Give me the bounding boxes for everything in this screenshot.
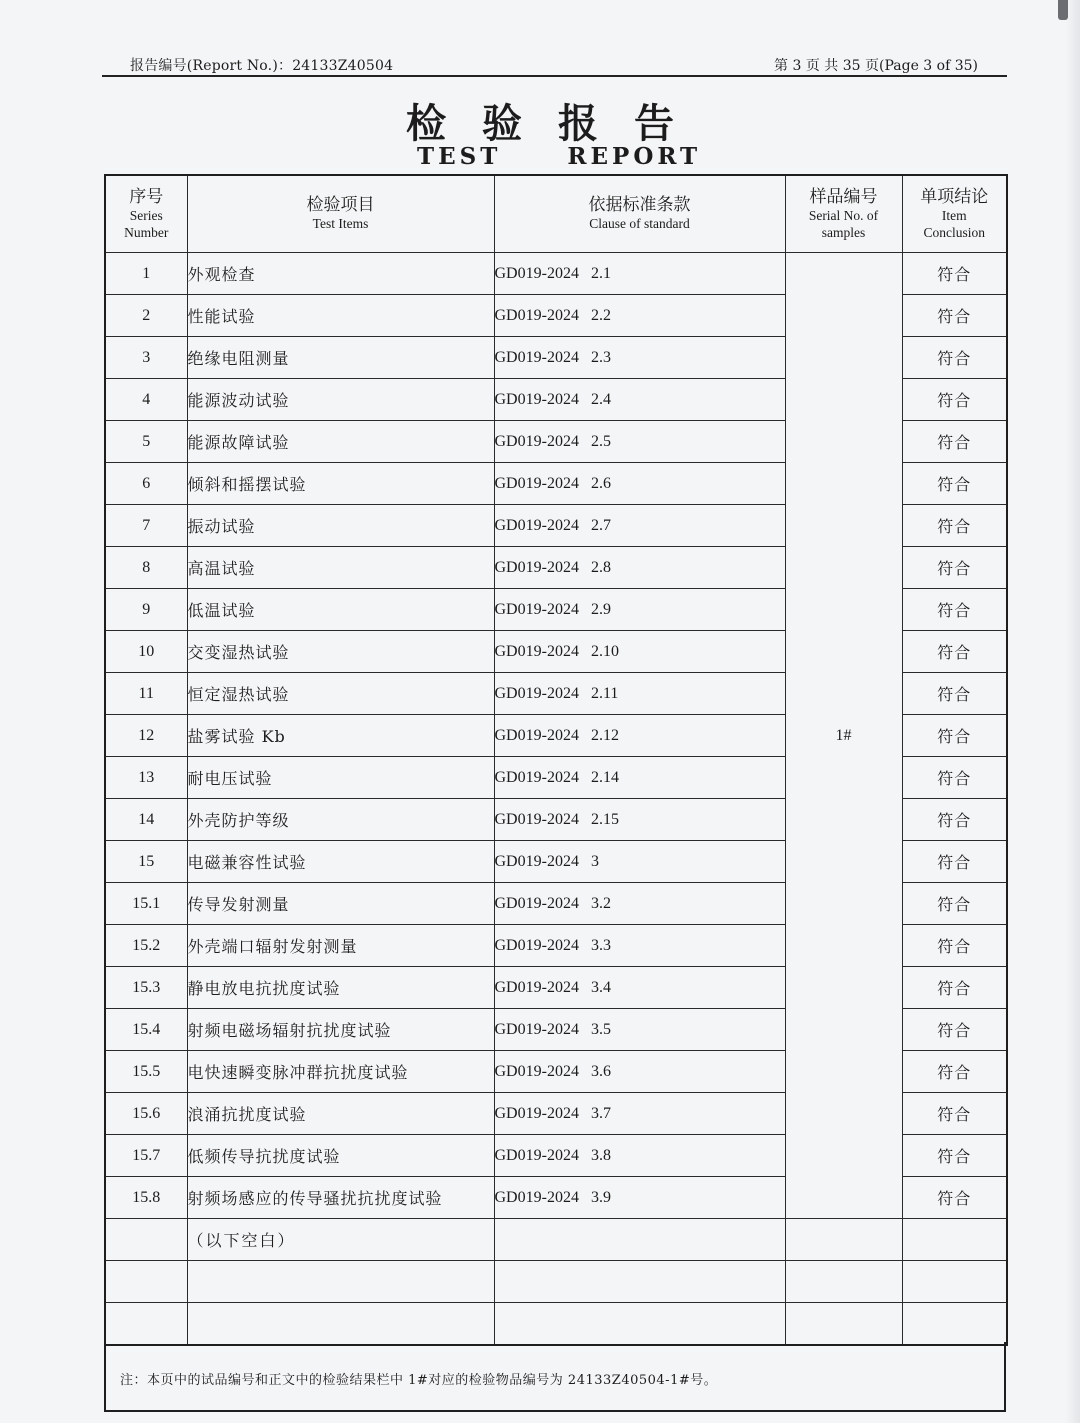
cell-conclusion: 符合	[902, 757, 1007, 799]
cell-test-item: 盐雾试验 Kb	[187, 715, 494, 757]
table-row-empty	[105, 1261, 1007, 1303]
cell-series: 15.7	[105, 1135, 187, 1177]
page-title: 检验报告	[406, 100, 710, 147]
cell-test-item: 外观检查	[187, 253, 494, 295]
table-row	[105, 253, 1007, 295]
cell-test-item: 外壳防护等级	[187, 799, 494, 841]
cell-conclusion: 符合	[902, 505, 1007, 547]
cell-series: 15.4	[105, 1009, 187, 1051]
cell-clause: GD019-2024 2.9	[494, 589, 785, 631]
cell-series: 7	[105, 505, 187, 547]
cell-conclusion: 符合	[902, 547, 1007, 589]
cell-series: 5	[105, 421, 187, 463]
cell-conclusion: 符合	[902, 1093, 1007, 1135]
cell-conclusion: 符合	[902, 883, 1007, 925]
cell-series: 14	[105, 799, 187, 841]
cell-series: 3	[105, 337, 187, 379]
cell-conclusion: 符合	[902, 337, 1007, 379]
report-number-value: 24133Z40504	[292, 58, 394, 74]
cell-conclusion: 符合	[902, 799, 1007, 841]
cell-clause: GD019-2024 3.4	[494, 967, 785, 1009]
cell-test-item: 能源故障试验	[187, 421, 494, 463]
cell-test-item: 射频场感应的传导骚扰抗扰度试验	[187, 1177, 494, 1219]
cell-series: 9	[105, 589, 187, 631]
table-row-blank-note	[105, 1219, 1007, 1261]
test-items-table	[104, 174, 1008, 1346]
cell-test-item: 传导发射测量	[187, 883, 494, 925]
title-en-left: TEST	[417, 143, 502, 170]
cell-series: 15.6	[105, 1093, 187, 1135]
cell-series: 12	[105, 715, 187, 757]
title-en-right: REPORT	[567, 143, 702, 170]
cell-series: 11	[105, 673, 187, 715]
cell-test-item: 低频传导抗扰度试验	[187, 1135, 494, 1177]
cell-series: 15.1	[105, 883, 187, 925]
cell-conclusion: 符合	[902, 1135, 1007, 1177]
cell-test-item: 能源波动试验	[187, 379, 494, 421]
cell-series: 15.3	[105, 967, 187, 1009]
cell-clause: GD019-2024 3.7	[494, 1093, 785, 1135]
blank-note: （以下空白）	[187, 1219, 494, 1261]
cell-test-item: 高温试验	[187, 547, 494, 589]
cell-clause: GD019-2024 3.2	[494, 883, 785, 925]
col-header-series: 序号 Series Number	[105, 175, 187, 253]
cell-conclusion: 符合	[902, 253, 1007, 295]
col-header-clause: 依据标准条款 Clause of standard	[494, 175, 785, 253]
cell-conclusion: 符合	[902, 631, 1007, 673]
table-header-row	[105, 175, 1007, 253]
cell-conclusion: 符合	[902, 295, 1007, 337]
cell-clause: GD019-2024 2.2	[494, 295, 785, 337]
cell-series: 15	[105, 841, 187, 883]
cell-test-item: 静电放电抗扰度试验	[187, 967, 494, 1009]
cell-conclusion: 符合	[902, 589, 1007, 631]
cell-conclusion: 符合	[902, 925, 1007, 967]
page-title-en	[417, 143, 701, 170]
cell-test-item: 电快速瞬变脉冲群抗扰度试验	[187, 1051, 494, 1093]
page-info: 第 3 页 共 35 页(Page 3 of 35)	[774, 58, 978, 74]
cell-clause: GD019-2024 2.11	[494, 673, 785, 715]
cell-conclusion: 符合	[902, 673, 1007, 715]
cell-conclusion: 符合	[902, 421, 1007, 463]
cell-conclusion: 符合	[902, 463, 1007, 505]
cell-test-item: 低温试验	[187, 589, 494, 631]
cell-clause: GD019-2024 2.14	[494, 757, 785, 799]
cell-conclusion: 符合	[902, 1177, 1007, 1219]
col-header-sample-no: 样品编号 Serial No. of samples	[785, 175, 902, 253]
col-header-test-items: 检验项目 Test Items	[187, 175, 494, 253]
cell-test-item: 浪涌抗扰度试验	[187, 1093, 494, 1135]
cell-series: 2	[105, 295, 187, 337]
cell-sample-no: 1#	[785, 253, 902, 1219]
cell-series: 1	[105, 253, 187, 295]
cell-test-item: 交变湿热试验	[187, 631, 494, 673]
scan-edge	[1066, 0, 1080, 1423]
cell-clause: GD019-2024 2.10	[494, 631, 785, 673]
cell-test-item: 性能试验	[187, 295, 494, 337]
cell-test-item: 振动试验	[187, 505, 494, 547]
cell-clause: GD019-2024 3.9	[494, 1177, 785, 1219]
cell-series: 8	[105, 547, 187, 589]
table-body	[105, 253, 1007, 1346]
header-rule	[102, 75, 1007, 77]
cell-series: 10	[105, 631, 187, 673]
cell-test-item: 绝缘电阻测量	[187, 337, 494, 379]
cell-conclusion: 符合	[902, 841, 1007, 883]
cell-clause: GD019-2024 3.5	[494, 1009, 785, 1051]
report-number	[130, 55, 393, 75]
cell-test-item: 射频电磁场辐射抗扰度试验	[187, 1009, 494, 1051]
cell-clause: GD019-2024 2.6	[494, 463, 785, 505]
cell-conclusion: 符合	[902, 379, 1007, 421]
cell-clause: GD019-2024 3.8	[494, 1135, 785, 1177]
cell-clause: GD019-2024 2.3	[494, 337, 785, 379]
footnote: 注：本页中的试品编号和正文中的检验结果栏中 1#对应的检验物品编号为 24133Z40504-1#号。	[120, 1373, 718, 1388]
cell-series: 15.5	[105, 1051, 187, 1093]
cell-clause: GD019-2024 3.6	[494, 1051, 785, 1093]
cell-test-item: 耐电压试验	[187, 757, 494, 799]
cell-conclusion: 符合	[902, 1051, 1007, 1093]
cell-test-item: 电磁兼容性试验	[187, 841, 494, 883]
cell-clause: GD019-2024 3	[494, 841, 785, 883]
cell-series: 4	[105, 379, 187, 421]
col-header-conclusion: 单项结论 Item Conclusion	[902, 175, 1007, 253]
cell-clause: GD019-2024 2.8	[494, 547, 785, 589]
cell-conclusion: 符合	[902, 715, 1007, 757]
table-row-empty	[105, 1303, 1007, 1346]
cell-clause: GD019-2024 3.3	[494, 925, 785, 967]
cell-clause: GD019-2024 2.4	[494, 379, 785, 421]
cell-series: 6	[105, 463, 187, 505]
cell-clause: GD019-2024 2.1	[494, 253, 785, 295]
cell-series: 15.2	[105, 925, 187, 967]
cell-clause: GD019-2024 2.7	[494, 505, 785, 547]
cell-conclusion: 符合	[902, 1009, 1007, 1051]
cell-test-item: 外壳端口辐射发射测量	[187, 925, 494, 967]
report-number-label: 报告编号(Report No.)：	[130, 58, 293, 74]
cell-conclusion: 符合	[902, 967, 1007, 1009]
cell-clause: GD019-2024 2.12	[494, 715, 785, 757]
cell-clause: GD019-2024 2.5	[494, 421, 785, 463]
cell-test-item: 倾斜和摇摆试验	[187, 463, 494, 505]
cell-series: 13	[105, 757, 187, 799]
cell-series: 15.8	[105, 1177, 187, 1219]
scrollbar-handle[interactable]	[1058, 0, 1068, 20]
cell-clause: GD019-2024 2.15	[494, 799, 785, 841]
cell-test-item: 恒定湿热试验	[187, 673, 494, 715]
